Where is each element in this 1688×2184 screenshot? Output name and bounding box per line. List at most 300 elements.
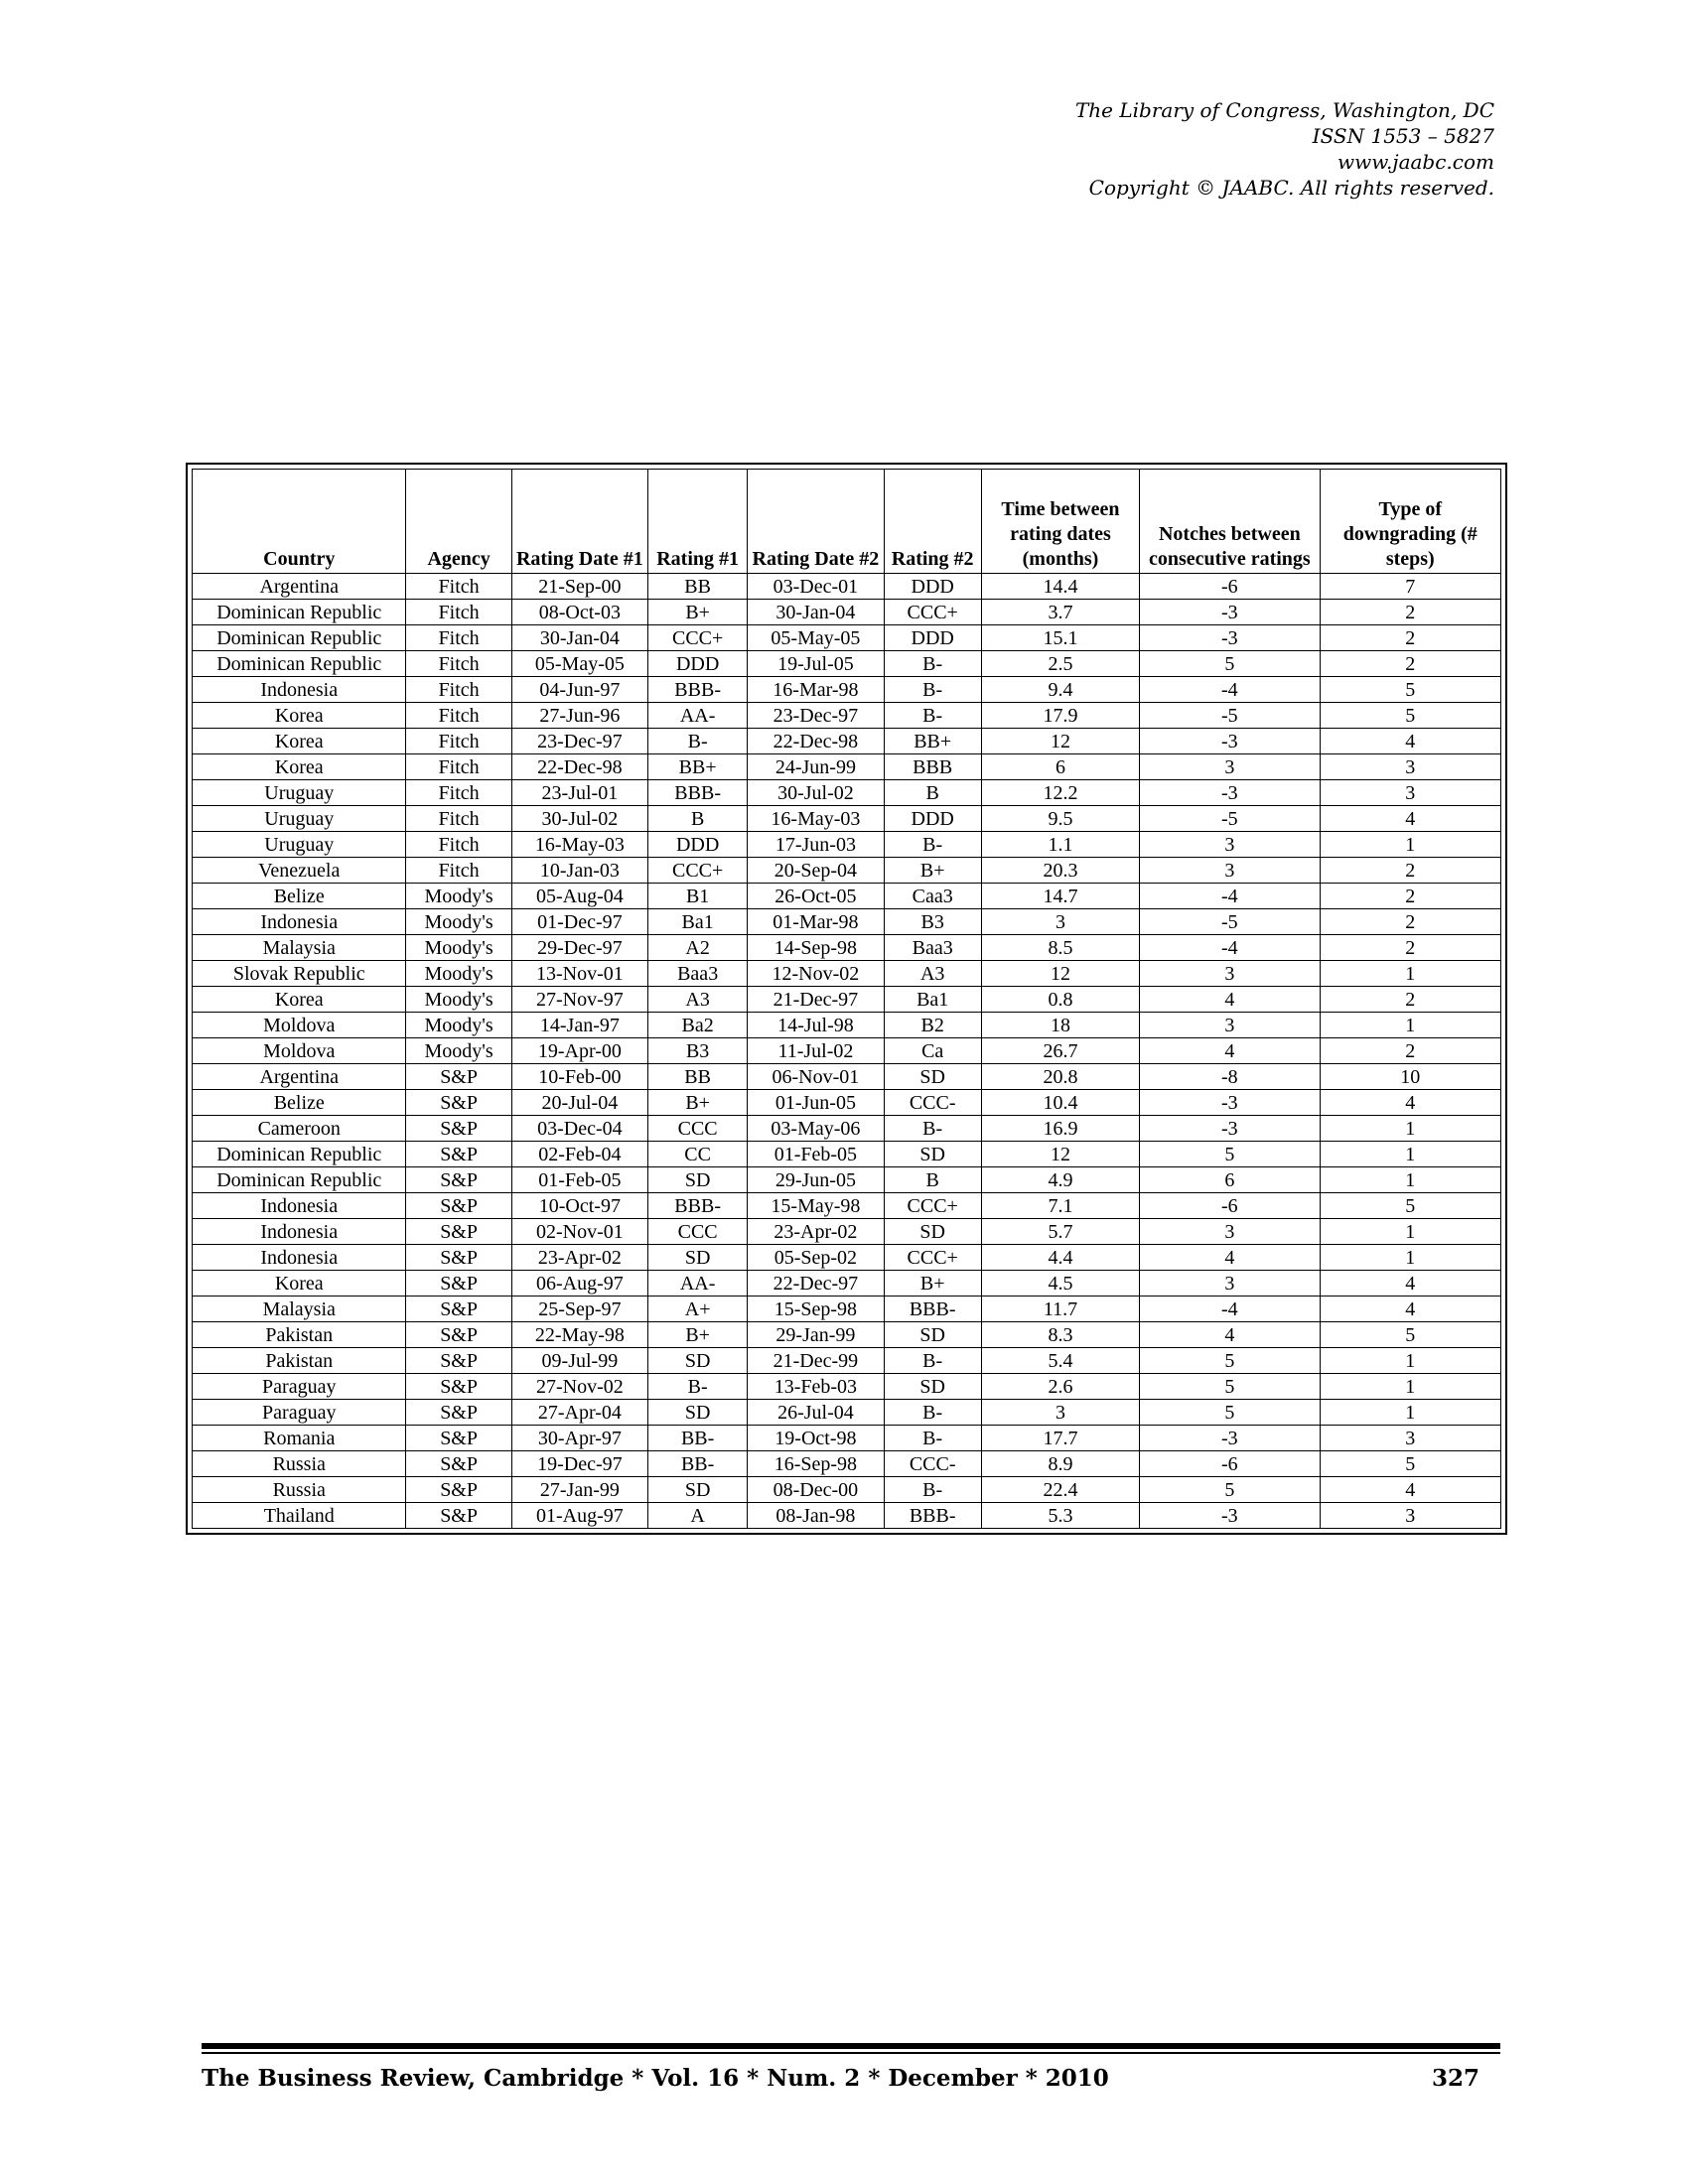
cell-downgrading-type: 3 [1320, 1426, 1500, 1451]
cell-rating-2: DDD [884, 574, 981, 600]
cell-country: Uruguay [193, 832, 406, 858]
cell-notches: 4 [1140, 987, 1320, 1013]
cell-time-between: 22.4 [981, 1477, 1139, 1503]
cell-rating-date-1: 01-Dec-97 [511, 909, 647, 935]
cell-agency: Fitch [406, 780, 511, 806]
cell-rating-1: B+ [648, 600, 748, 625]
cell-agency: Moody's [406, 1038, 511, 1064]
cell-time-between: 0.8 [981, 987, 1139, 1013]
cell-rating-2: B- [884, 1400, 981, 1426]
cell-country: Indonesia [193, 677, 406, 703]
cell-rating-1: CCC+ [648, 625, 748, 651]
cell-downgrading-type: 4 [1320, 729, 1500, 754]
cell-agency: S&P [406, 1142, 511, 1167]
cell-country: Paraguay [193, 1400, 406, 1426]
cell-rating-2: SD [884, 1142, 981, 1167]
cell-agency: Fitch [406, 677, 511, 703]
page-header [799, 97, 1494, 201]
table-row [193, 832, 1501, 858]
cell-country: Malaysia [193, 935, 406, 961]
cell-country: Argentina [193, 1064, 406, 1090]
cell-time-between: 20.3 [981, 858, 1139, 884]
cell-country: Russia [193, 1451, 406, 1477]
cell-rating-date-1: 27-Nov-02 [511, 1374, 647, 1400]
cell-downgrading-type: 4 [1320, 806, 1500, 832]
cell-time-between: 7.1 [981, 1193, 1139, 1219]
cell-rating-1: AA- [648, 1271, 748, 1297]
cell-rating-date-1: 01-Feb-05 [511, 1167, 647, 1193]
cell-rating-2: Caa3 [884, 884, 981, 909]
cell-rating-2: B+ [884, 858, 981, 884]
cell-rating-2: B- [884, 832, 981, 858]
cell-country: Korea [193, 987, 406, 1013]
cell-rating-date-2: 17-Jun-03 [748, 832, 884, 858]
table-row [193, 1219, 1501, 1245]
cell-country: Indonesia [193, 909, 406, 935]
cell-rating-1: A+ [648, 1297, 748, 1322]
cell-rating-1: BB [648, 574, 748, 600]
cell-agency: S&P [406, 1374, 511, 1400]
cell-country: Dominican Republic [193, 625, 406, 651]
cell-rating-date-2: 05-Sep-02 [748, 1245, 884, 1271]
cell-rating-2: B3 [884, 909, 981, 935]
cell-rating-date-1: 30-Apr-97 [511, 1426, 647, 1451]
cell-rating-date-2: 14-Sep-98 [748, 935, 884, 961]
cell-time-between: 26.7 [981, 1038, 1139, 1064]
cell-time-between: 12 [981, 729, 1139, 754]
cell-country: Uruguay [193, 780, 406, 806]
table-row [193, 677, 1501, 703]
cell-rating-date-1: 27-Nov-97 [511, 987, 647, 1013]
cell-downgrading-type: 10 [1320, 1064, 1500, 1090]
cell-rating-date-2: 29-Jan-99 [748, 1322, 884, 1348]
cell-rating-1: BBB- [648, 780, 748, 806]
header-library: The Library of Congress, Washington, DC [1074, 98, 1494, 122]
cell-rating-1: B+ [648, 1322, 748, 1348]
column-header-rating-1: Rating #1 [648, 470, 748, 574]
cell-downgrading-type: 2 [1320, 625, 1500, 651]
cell-downgrading-type: 2 [1320, 858, 1500, 884]
cell-rating-1: A2 [648, 935, 748, 961]
cell-country: Indonesia [193, 1219, 406, 1245]
cell-notches: 5 [1140, 1400, 1320, 1426]
table-row [193, 1503, 1501, 1529]
cell-rating-date-2: 08-Dec-00 [748, 1477, 884, 1503]
cell-agency: Fitch [406, 806, 511, 832]
cell-rating-date-1: 19-Dec-97 [511, 1451, 647, 1477]
cell-rating-date-2: 29-Jun-05 [748, 1167, 884, 1193]
cell-country: Venezuela [193, 858, 406, 884]
cell-rating-date-2: 01-Feb-05 [748, 1142, 884, 1167]
cell-rating-2: CCC+ [884, 600, 981, 625]
cell-rating-date-1: 03-Dec-04 [511, 1116, 647, 1142]
cell-agency: S&P [406, 1451, 511, 1477]
cell-agency: Fitch [406, 729, 511, 754]
cell-time-between: 1.1 [981, 832, 1139, 858]
table-header-row [193, 470, 1501, 574]
cell-country: Belize [193, 1090, 406, 1116]
cell-rating-1: SD [648, 1477, 748, 1503]
cell-rating-2: DDD [884, 806, 981, 832]
cell-rating-1: BBB- [648, 677, 748, 703]
cell-rating-date-2: 16-May-03 [748, 806, 884, 832]
cell-time-between: 3.7 [981, 600, 1139, 625]
cell-rating-1: AA- [648, 703, 748, 729]
cell-rating-date-1: 10-Oct-97 [511, 1193, 647, 1219]
table-row [193, 935, 1501, 961]
cell-rating-1: B- [648, 729, 748, 754]
cell-agency: Moody's [406, 961, 511, 987]
cell-rating-1: BBB- [648, 1193, 748, 1219]
table-row [193, 961, 1501, 987]
cell-rating-2: SD [884, 1322, 981, 1348]
cell-rating-1: SD [648, 1400, 748, 1426]
cell-rating-1: SD [648, 1167, 748, 1193]
cell-country: Indonesia [193, 1245, 406, 1271]
table-row [193, 884, 1501, 909]
cell-rating-date-1: 27-Apr-04 [511, 1400, 647, 1426]
cell-rating-2: BBB- [884, 1503, 981, 1529]
cell-downgrading-type: 7 [1320, 574, 1500, 600]
table-row [193, 625, 1501, 651]
cell-downgrading-type: 1 [1320, 1245, 1500, 1271]
cell-rating-date-2: 16-Mar-98 [748, 677, 884, 703]
cell-rating-date-1: 09-Jul-99 [511, 1348, 647, 1374]
column-header-notches: Notches between consecutive ratings [1140, 470, 1320, 574]
cell-rating-2: Ba1 [884, 987, 981, 1013]
cell-notches: -6 [1140, 1451, 1320, 1477]
cell-agency: Moody's [406, 987, 511, 1013]
cell-rating-2: BBB [884, 754, 981, 780]
cell-rating-date-2: 24-Jun-99 [748, 754, 884, 780]
cell-downgrading-type: 1 [1320, 832, 1500, 858]
cell-downgrading-type: 5 [1320, 1193, 1500, 1219]
header-issn: ISSN 1553 – 5827 [1312, 124, 1494, 148]
cell-notches: -4 [1140, 884, 1320, 909]
cell-rating-1: B- [648, 1374, 748, 1400]
cell-rating-date-1: 02-Nov-01 [511, 1219, 647, 1245]
cell-downgrading-type: 2 [1320, 884, 1500, 909]
cell-notches: -4 [1140, 677, 1320, 703]
cell-notches: -6 [1140, 574, 1320, 600]
cell-notches: 3 [1140, 1013, 1320, 1038]
cell-time-between: 3 [981, 909, 1139, 935]
cell-rating-2: B- [884, 703, 981, 729]
cell-agency: Fitch [406, 574, 511, 600]
cell-rating-date-1: 21-Sep-00 [511, 574, 647, 600]
cell-downgrading-type: 1 [1320, 1348, 1500, 1374]
cell-country: Thailand [193, 1503, 406, 1529]
cell-rating-date-2: 23-Dec-97 [748, 703, 884, 729]
table-row [193, 1322, 1501, 1348]
cell-agency: S&P [406, 1477, 511, 1503]
cell-agency: Moody's [406, 884, 511, 909]
cell-rating-date-2: 23-Apr-02 [748, 1219, 884, 1245]
cell-time-between: 4.4 [981, 1245, 1139, 1271]
cell-notches: 4 [1140, 1038, 1320, 1064]
cell-country: Moldova [193, 1013, 406, 1038]
cell-agency: S&P [406, 1503, 511, 1529]
cell-downgrading-type: 3 [1320, 780, 1500, 806]
cell-notches: 3 [1140, 961, 1320, 987]
cell-rating-2: B [884, 1167, 981, 1193]
cell-rating-date-2: 21-Dec-97 [748, 987, 884, 1013]
table-row [193, 1064, 1501, 1090]
cell-notches: 3 [1140, 754, 1320, 780]
cell-rating-2: CCC+ [884, 1245, 981, 1271]
column-header-rating-date-1: Rating Date #1 [511, 470, 647, 574]
cell-rating-date-2: 03-Dec-01 [748, 574, 884, 600]
cell-rating-1: Ba1 [648, 909, 748, 935]
cell-agency: S&P [406, 1400, 511, 1426]
cell-time-between: 17.7 [981, 1426, 1139, 1451]
cell-downgrading-type: 4 [1320, 1477, 1500, 1503]
table-row [193, 1116, 1501, 1142]
cell-rating-1: B+ [648, 1090, 748, 1116]
cell-rating-date-2: 21-Dec-99 [748, 1348, 884, 1374]
cell-time-between: 14.4 [981, 574, 1139, 600]
cell-agency: Fitch [406, 625, 511, 651]
cell-notches: 4 [1140, 1322, 1320, 1348]
cell-downgrading-type: 1 [1320, 1116, 1500, 1142]
cell-time-between: 11.7 [981, 1297, 1139, 1322]
cell-rating-date-2: 14-Jul-98 [748, 1013, 884, 1038]
table-row [193, 1451, 1501, 1477]
cell-downgrading-type: 5 [1320, 703, 1500, 729]
cell-downgrading-type: 2 [1320, 1038, 1500, 1064]
cell-time-between: 4.5 [981, 1271, 1139, 1297]
cell-time-between: 20.8 [981, 1064, 1139, 1090]
cell-rating-date-1: 23-Apr-02 [511, 1245, 647, 1271]
cell-time-between: 17.9 [981, 703, 1139, 729]
cell-time-between: 3 [981, 1400, 1139, 1426]
cell-notches: 3 [1140, 832, 1320, 858]
cell-rating-date-1: 13-Nov-01 [511, 961, 647, 987]
cell-time-between: 5.4 [981, 1348, 1139, 1374]
cell-notches: 5 [1140, 1374, 1320, 1400]
table-row [193, 1090, 1501, 1116]
table-row [193, 987, 1501, 1013]
cell-rating-date-2: 30-Jul-02 [748, 780, 884, 806]
cell-rating-date-1: 23-Jul-01 [511, 780, 647, 806]
cell-notches: -3 [1140, 1426, 1320, 1451]
cell-rating-date-2: 13-Feb-03 [748, 1374, 884, 1400]
cell-rating-date-2: 15-May-98 [748, 1193, 884, 1219]
table-row [193, 729, 1501, 754]
table-row [193, 1142, 1501, 1167]
cell-time-between: 4.9 [981, 1167, 1139, 1193]
cell-rating-date-1: 10-Jan-03 [511, 858, 647, 884]
cell-notches: -5 [1140, 703, 1320, 729]
cell-notches: -3 [1140, 780, 1320, 806]
cell-rating-2: Ca [884, 1038, 981, 1064]
table-row [193, 651, 1501, 677]
cell-notches: -5 [1140, 909, 1320, 935]
table-row [193, 1374, 1501, 1400]
cell-country: Romania [193, 1426, 406, 1451]
cell-rating-date-1: 05-May-05 [511, 651, 647, 677]
cell-rating-2: Baa3 [884, 935, 981, 961]
cell-rating-1: A [648, 1503, 748, 1529]
cell-rating-date-2: 30-Jan-04 [748, 600, 884, 625]
cell-agency: S&P [406, 1064, 511, 1090]
cell-downgrading-type: 1 [1320, 1142, 1500, 1167]
cell-rating-date-1: 01-Aug-97 [511, 1503, 647, 1529]
cell-notches: -8 [1140, 1064, 1320, 1090]
cell-agency: Moody's [406, 935, 511, 961]
cell-agency: S&P [406, 1167, 511, 1193]
cell-downgrading-type: 1 [1320, 1400, 1500, 1426]
cell-agency: S&P [406, 1193, 511, 1219]
cell-downgrading-type: 5 [1320, 677, 1500, 703]
ratings-table-frame [186, 463, 1507, 1535]
ratings-table [192, 469, 1501, 1529]
cell-rating-2: DDD [884, 625, 981, 651]
cell-rating-date-2: 03-May-06 [748, 1116, 884, 1142]
cell-rating-date-2: 08-Jan-98 [748, 1503, 884, 1529]
cell-time-between: 8.9 [981, 1451, 1139, 1477]
cell-downgrading-type: 4 [1320, 1297, 1500, 1322]
cell-downgrading-type: 2 [1320, 909, 1500, 935]
cell-rating-1: BB+ [648, 754, 748, 780]
cell-rating-1: B1 [648, 884, 748, 909]
table-row [193, 574, 1501, 600]
cell-rating-1: CCC [648, 1219, 748, 1245]
cell-rating-2: B- [884, 1426, 981, 1451]
cell-time-between: 8.3 [981, 1322, 1139, 1348]
cell-rating-2: BBB- [884, 1297, 981, 1322]
table-row [193, 1271, 1501, 1297]
cell-downgrading-type: 2 [1320, 600, 1500, 625]
cell-agency: S&P [406, 1271, 511, 1297]
cell-time-between: 2.6 [981, 1374, 1139, 1400]
table-row [193, 1348, 1501, 1374]
cell-notches: -5 [1140, 806, 1320, 832]
cell-rating-2: B+ [884, 1271, 981, 1297]
cell-downgrading-type: 3 [1320, 1503, 1500, 1529]
cell-notches: -3 [1140, 625, 1320, 651]
cell-rating-2: CCC- [884, 1451, 981, 1477]
cell-rating-date-2: 12-Nov-02 [748, 961, 884, 987]
cell-notches: 6 [1140, 1167, 1320, 1193]
cell-country: Korea [193, 754, 406, 780]
cell-rating-date-1: 02-Feb-04 [511, 1142, 647, 1167]
cell-rating-2: BB+ [884, 729, 981, 754]
cell-downgrading-type: 3 [1320, 754, 1500, 780]
cell-notches: 5 [1140, 1348, 1320, 1374]
cell-agency: Fitch [406, 832, 511, 858]
cell-rating-date-2: 15-Sep-98 [748, 1297, 884, 1322]
table-row [193, 780, 1501, 806]
cell-rating-date-1: 04-Jun-97 [511, 677, 647, 703]
cell-rating-1: Baa3 [648, 961, 748, 987]
table-row [193, 1245, 1501, 1271]
cell-rating-1: CC [648, 1142, 748, 1167]
cell-notches: 3 [1140, 1219, 1320, 1245]
cell-rating-date-2: 19-Oct-98 [748, 1426, 884, 1451]
cell-notches: -4 [1140, 935, 1320, 961]
cell-rating-date-1: 23-Dec-97 [511, 729, 647, 754]
cell-notches: -3 [1140, 1116, 1320, 1142]
cell-rating-date-2: 22-Dec-98 [748, 729, 884, 754]
cell-country: Malaysia [193, 1297, 406, 1322]
cell-country: Dominican Republic [193, 600, 406, 625]
cell-rating-1: SD [648, 1245, 748, 1271]
cell-time-between: 10.4 [981, 1090, 1139, 1116]
cell-downgrading-type: 5 [1320, 1322, 1500, 1348]
cell-rating-1: B [648, 806, 748, 832]
cell-rating-date-2: 20-Sep-04 [748, 858, 884, 884]
cell-rating-1: Ba2 [648, 1013, 748, 1038]
footer-rule-thin [202, 2052, 1500, 2054]
cell-rating-2: A3 [884, 961, 981, 987]
column-header-downgrading-type: Type of downgrading (# steps) [1320, 470, 1500, 574]
cell-rating-2: B2 [884, 1013, 981, 1038]
cell-downgrading-type: 2 [1320, 651, 1500, 677]
cell-agency: Fitch [406, 858, 511, 884]
cell-country: Uruguay [193, 806, 406, 832]
footer-rule-thick [202, 2043, 1500, 2049]
cell-time-between: 12 [981, 1142, 1139, 1167]
cell-country: Dominican Republic [193, 651, 406, 677]
cell-rating-date-2: 22-Dec-97 [748, 1271, 884, 1297]
table-row [193, 754, 1501, 780]
cell-rating-1: DDD [648, 832, 748, 858]
cell-notches: -3 [1140, 1090, 1320, 1116]
cell-rating-2: SD [884, 1064, 981, 1090]
cell-downgrading-type: 1 [1320, 1219, 1500, 1245]
cell-notches: -3 [1140, 729, 1320, 754]
cell-notches: -3 [1140, 600, 1320, 625]
cell-rating-date-1: 29-Dec-97 [511, 935, 647, 961]
cell-time-between: 9.4 [981, 677, 1139, 703]
cell-country: Cameroon [193, 1116, 406, 1142]
table-row [193, 858, 1501, 884]
table-row [193, 600, 1501, 625]
cell-rating-1: BB- [648, 1451, 748, 1477]
cell-notches: 4 [1140, 1245, 1320, 1271]
table-row [193, 806, 1501, 832]
table-row [193, 1013, 1501, 1038]
cell-time-between: 2.5 [981, 651, 1139, 677]
cell-agency: S&P [406, 1322, 511, 1348]
cell-time-between: 12.2 [981, 780, 1139, 806]
cell-downgrading-type: 2 [1320, 935, 1500, 961]
column-header-rating-date-2: Rating Date #2 [748, 470, 884, 574]
table-row [193, 1400, 1501, 1426]
cell-rating-2: SD [884, 1374, 981, 1400]
cell-agency: Fitch [406, 651, 511, 677]
cell-country: Korea [193, 703, 406, 729]
cell-rating-date-1: 05-Aug-04 [511, 884, 647, 909]
cell-rating-1: CCC [648, 1116, 748, 1142]
cell-rating-date-1: 27-Jun-96 [511, 703, 647, 729]
table-row [193, 1477, 1501, 1503]
cell-agency: S&P [406, 1426, 511, 1451]
cell-rating-date-1: 19-Apr-00 [511, 1038, 647, 1064]
table-row [193, 1193, 1501, 1219]
cell-agency: Fitch [406, 600, 511, 625]
cell-rating-date-1: 27-Jan-99 [511, 1477, 647, 1503]
cell-agency: S&P [406, 1116, 511, 1142]
cell-notches: 3 [1140, 1271, 1320, 1297]
cell-rating-date-1: 14-Jan-97 [511, 1013, 647, 1038]
cell-rating-date-2: 05-May-05 [748, 625, 884, 651]
cell-country: Dominican Republic [193, 1142, 406, 1167]
cell-agency: Fitch [406, 754, 511, 780]
cell-notches: -4 [1140, 1297, 1320, 1322]
cell-time-between: 16.9 [981, 1116, 1139, 1142]
